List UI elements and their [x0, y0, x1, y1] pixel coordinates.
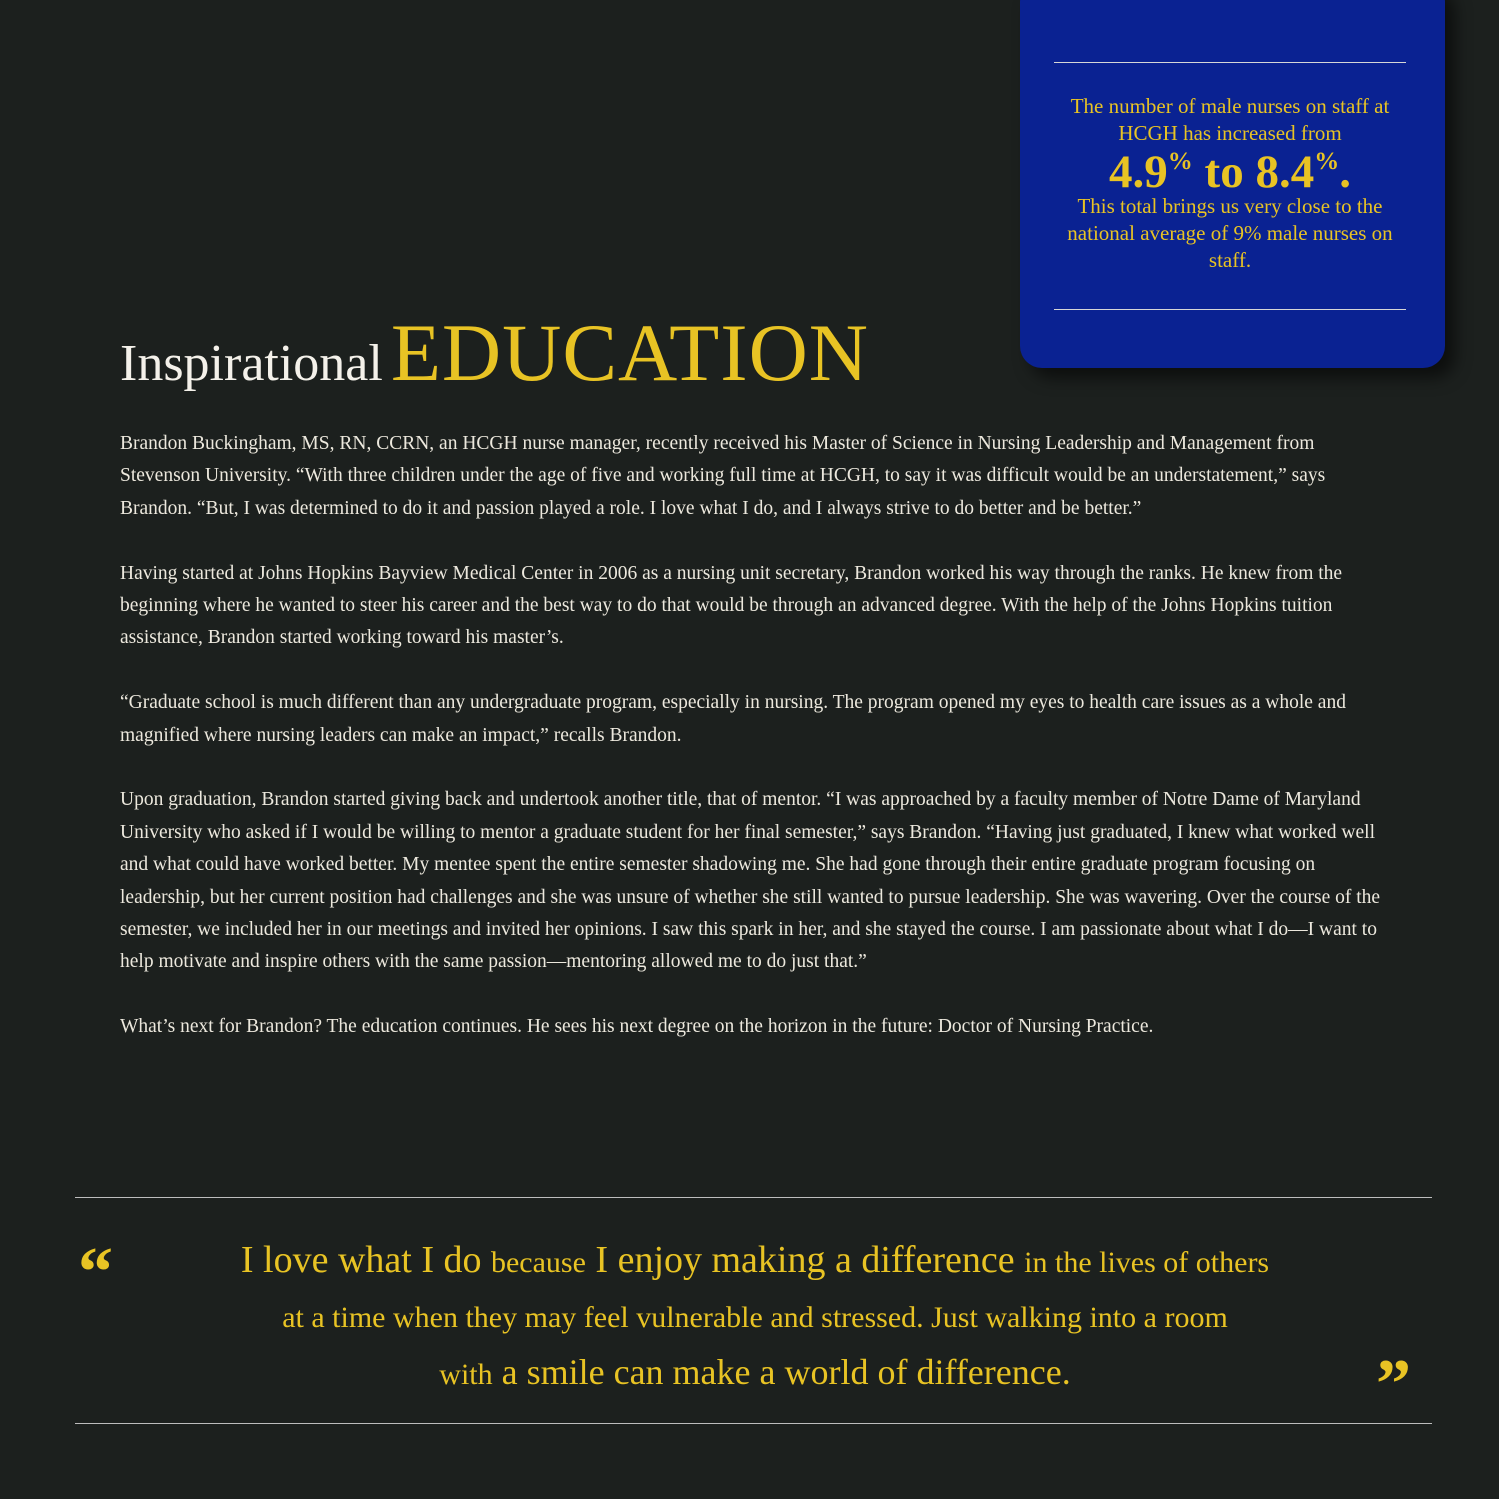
stat-connector: to — [1204, 146, 1244, 198]
quote-top-rule — [75, 1197, 1432, 1198]
article-paragraph: Brandon Buckingham, MS, RN, CCRN, an HCGH nurse manager, recently received his Master of Science in Nursing Leadership and Management from Stevenson University. “With three children under the age of five and working full time at HCGH, to say it was difficult would be an understatement,” says Brandon. “But, I was determined to do it and passion played a role. I love what I do, and I always strive to do better and be better.” — [120, 433, 1326, 519]
stat-period: . — [1339, 146, 1351, 198]
quote-bottom-rule — [75, 1423, 1432, 1424]
article-paragraph: “Graduate school is much different than any undergraduate program, especially in nursing. The program opened my eyes to health care issues as a whole and magnified where nursing leaders can make an impact,” recalls Brandon. — [120, 692, 1346, 746]
close-quote-mark: ” — [1376, 1346, 1411, 1423]
title-light: Inspirational — [120, 335, 383, 392]
stat-from-value: 4.9 — [1109, 146, 1168, 198]
stat-top-rule — [1054, 62, 1406, 63]
quote-line-3-b: a smile can make a world of difference. — [501, 1352, 1071, 1392]
article-body — [120, 428, 1382, 1076]
stat-from-unit: % — [1167, 148, 1193, 175]
quote-line-3-a: with — [439, 1358, 493, 1391]
open-quote-mark: “ — [78, 1234, 113, 1311]
quote-line-1-d: in the lives of others — [1024, 1246, 1270, 1279]
quote-line-3 — [150, 1345, 1360, 1402]
stat-to-value: 8.4 — [1255, 146, 1315, 198]
article-paragraph: Upon graduation, Brandon started giving back and undertook another title, that of mentor. “I was approached by a faculty member of Notre Dame of Maryland University who asked if I would be willing to mentor a graduate student for her final semester,” says Brandon. “Having just graduated, I knew what worked well and what could have worked better. My mentee spent the entire semester shadowing me. She had gone through their entire graduate program focusing on leadership, but her current position had challenges and she was unsure of whether she still wanted to pursue leadership. She was wavering. Over the course of the semester, we included her in our meetings and invited her opinions. I saw this spark in her, and she stayed the course. I am passionate about what I do—I want to help motivate and inspire others with the same passion—mentoring allowed me to do just that.” — [120, 789, 1381, 973]
page-title — [120, 306, 869, 400]
stat-outro: This total brings us very close to the national average of 9% male nurses on staff. — [1067, 194, 1393, 272]
article-paragraph: What’s next for Brandon? The education continues. He sees his next degree on the horizon in the future: Doctor of Nursing Practice. — [120, 1016, 1154, 1038]
quote-line-1-b: because — [490, 1246, 586, 1279]
quote-line-2: at a time when they may feel vulnerable and stressed. Just walking into a room — [282, 1301, 1228, 1334]
stat-callout — [1020, 0, 1445, 368]
title-bold: EDUCATION — [390, 307, 870, 398]
quote-line-1-a: I love what I do — [240, 1239, 482, 1281]
stat-to-unit: % — [1314, 148, 1340, 175]
stat-figure — [1054, 147, 1406, 197]
quote-line-1-c: I enjoy making a difference — [595, 1239, 1015, 1281]
article-paragraph: Having started at Johns Hopkins Bayview Medical Center in 2006 as a nursing unit secretary, Brandon worked his way through the ranks. He knew from the beginning where he wanted to steer his career and the best way to do that would be through an advanced degree. With the help of the Johns Hopkins tuition assistance, Brandon started working toward his master’s. — [120, 562, 1343, 649]
quote-line-1 — [150, 1232, 1360, 1291]
stat-bottom-rule — [1054, 309, 1406, 310]
pull-quote — [150, 1232, 1360, 1402]
stat-text — [1054, 93, 1406, 274]
stat-intro: The number of male nurses on staff at HCGH has increased from — [1070, 94, 1390, 145]
